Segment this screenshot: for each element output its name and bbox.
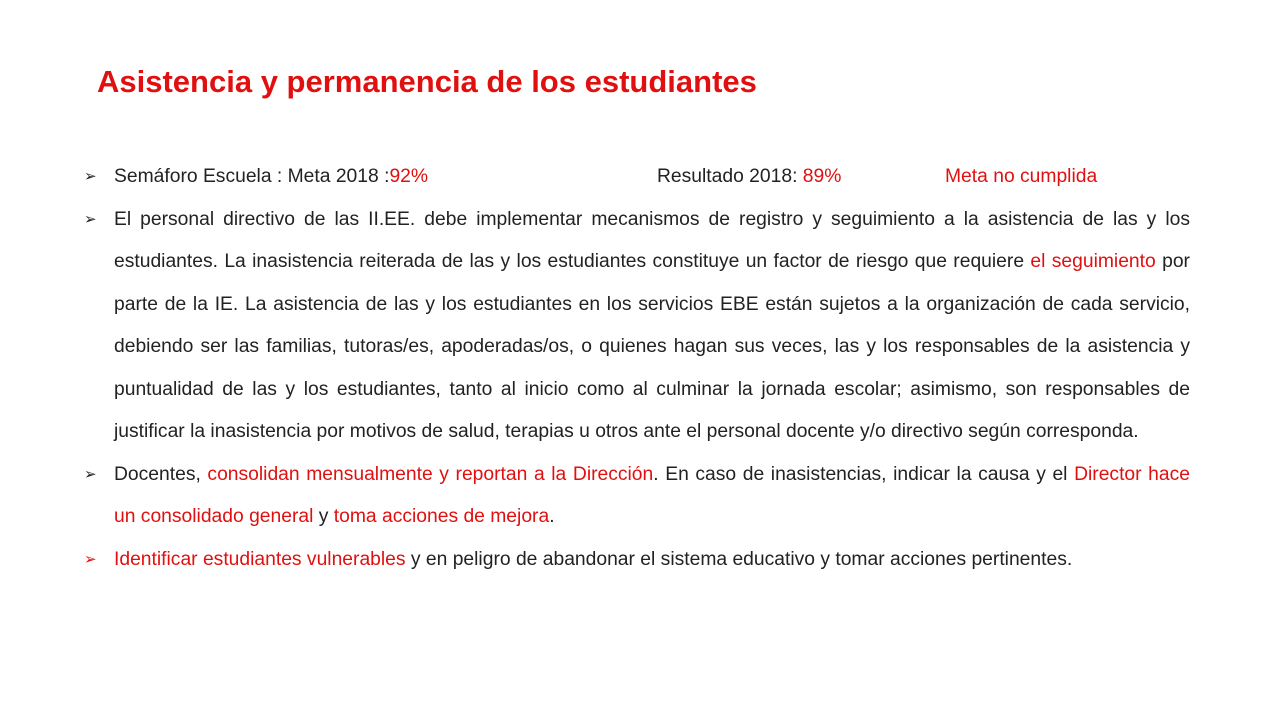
resultado-value: 89% <box>802 166 842 187</box>
paragraph-text-after: por parte de la IE. La asistencia de las y los estudiantes en los servicios EBE están sujetos a la organización de cada servicio, debiendo ser las familias, tutoras/es, apoderadas/os, o quienes hagan sus veces, las y los responsables de la asistencia y puntualidad de las y los estudiantes, tanto al inicio como al culminar la jornada escolar; asimismo, son responsables de justificar la inasistencia por motivos de salud, terapias u otros ante el personal docente y/o directivo según corresponda. <box>114 251 1190 442</box>
highlight-vulnerables: Identificar estudiantes vulnerables <box>114 548 406 570</box>
highlight-seguimiento: el seguimiento <box>1030 251 1156 272</box>
docentes-part2: . En caso de inasistencias, indicar la causa y el <box>653 463 1075 485</box>
vulnerables-text: y en peligro de abandonar el sistema educativo y tomar acciones pertinentes. <box>405 548 1073 570</box>
docentes-part1: Docentes, <box>114 463 208 485</box>
highlight-consolidan: consolidan mensualmente y reportan a la Dirección <box>207 463 654 485</box>
docentes-part4: . <box>549 506 555 527</box>
page-title: Asistencia y permanencia de los estudiantes <box>97 64 757 99</box>
highlight-acciones: toma acciones de mejora <box>333 506 550 527</box>
list-item-semaforo <box>84 156 1190 199</box>
resultado <box>657 156 841 199</box>
bullet-list <box>84 156 1190 581</box>
resultado-label: Resultado 2018: <box>657 166 803 187</box>
arrow-bullet-icon: ➢ <box>84 210 97 228</box>
meta-value: 92% <box>389 166 429 187</box>
highlight-director: Director hace un consolidado general <box>114 463 1190 527</box>
arrow-bullet-icon: ➢ <box>84 550 97 568</box>
list-item-docentes <box>84 454 1190 539</box>
arrow-bullet-icon: ➢ <box>84 168 97 185</box>
paragraph-text: El personal directivo de las II.EE. debe implementar mecanismos de registro y seguimiento a la asistencia de las y los estudiantes. La inasistencia reiterada de las y los estudiantes constituye un factor de riesgo que requiere <box>114 208 1190 272</box>
arrow-bullet-icon: ➢ <box>84 465 97 483</box>
semaforo-label: Semáforo Escuela : Meta 2018 : <box>114 166 390 187</box>
list-item-personal-directivo <box>84 199 1190 454</box>
docentes-part3: y <box>313 506 334 527</box>
semaforo-meta <box>114 156 428 199</box>
status-text: Meta no cumplida <box>945 166 1098 187</box>
list-item-vulnerables <box>84 539 1190 582</box>
